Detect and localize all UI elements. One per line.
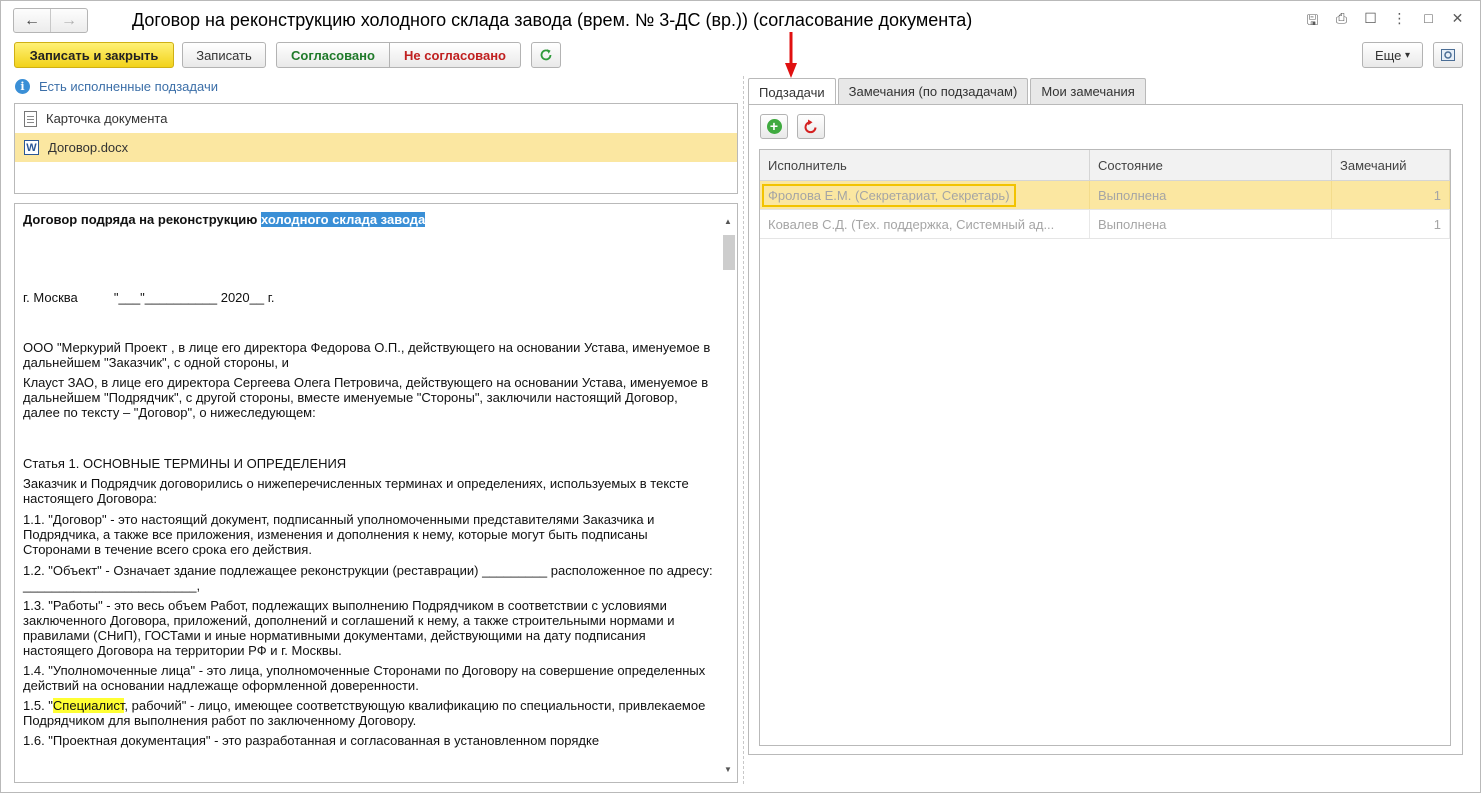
- refresh-subtasks-button[interactable]: [797, 114, 825, 139]
- remarks-cell[interactable]: 1: [1332, 210, 1450, 238]
- preview-icon[interactable]: ☐: [1364, 10, 1377, 26]
- tab-bar: [748, 78, 1146, 105]
- tab-my-remarks[interactable]: Мои замечания: [1030, 78, 1146, 104]
- save-and-close-button[interactable]: Записать и закрыть: [14, 42, 174, 68]
- approved-button[interactable]: Согласовано: [276, 42, 390, 68]
- word-document-icon: W: [24, 140, 39, 155]
- paragraph: 1.3. "Работы" - это весь объем Работ, подлежащих выполнению Подрядчиком в соответствии с условиями заключенного Договора, приложений, дополнений и соглашений к нему, а также строительными нормами и правилами (СНиП), ГОСТами и иные нормативными документами, действующими на дату подписания настоящего Договора на территории РФ и г. Москвы.: [23, 598, 675, 658]
- document-body: [23, 212, 717, 748]
- minimize-icon[interactable]: □: [1424, 10, 1433, 26]
- list-item[interactable]: [15, 104, 737, 133]
- paragraph: [23, 698, 717, 728]
- window-title: Договор на реконструкцию холодного склада завода (врем. № 3-ДС (вр.)) (согласование документа): [132, 10, 973, 30]
- document-preview[interactable]: [14, 203, 738, 783]
- refresh-icon: [539, 48, 553, 62]
- attachment-label: Договор.docx: [48, 140, 129, 155]
- arrow-right-icon[interactable]: →: [50, 9, 87, 32]
- save-icon[interactable]: 🖫: [1306, 12, 1319, 28]
- executor-cell[interactable]: Ковалев С.Д. (Тех. поддержка, Системный ад...: [760, 210, 1090, 238]
- list-item[interactable]: [15, 133, 737, 162]
- tab-remarks-by-subtasks[interactable]: Замечания (по подзадачам): [838, 78, 1029, 104]
- scroll-down-icon[interactable]: ▼: [724, 764, 732, 774]
- column-header-remarks[interactable]: Замечаний: [1332, 150, 1450, 180]
- add-circle-icon: +: [767, 119, 782, 134]
- subtasks-info: [15, 79, 218, 94]
- settings-button[interactable]: [1433, 42, 1463, 68]
- heading-text: Договор подряда на реконструкцию: [23, 212, 261, 227]
- highlighted-term: Специалист: [52, 698, 125, 713]
- executor-value: Фролова Е.М. (Секретариат, Секретарь): [762, 184, 1016, 207]
- completed-subtasks-link[interactable]: Есть исполненные подзадачи: [39, 79, 218, 94]
- paragraph: 1.6. "Проектная документация" - это разработанная и согласованная в установленном порядке: [23, 733, 600, 748]
- arrow-left-icon[interactable]: ←: [24, 11, 40, 29]
- red-arrow-icon: [785, 32, 797, 80]
- more-button[interactable]: [1362, 42, 1423, 68]
- article-heading: Статья 1. ОСНОВНЫЕ ТЕРМИНЫ И ОПРЕДЕЛЕНИЯ: [23, 456, 347, 471]
- paragraph-text: , рабочий" - лицо, имеющее соответствующую квалификацию по специальности, привлекаемое Подрядчиком для выполнения работ по заключенному Договору.: [23, 698, 706, 728]
- panel-splitter[interactable]: [743, 76, 744, 784]
- table-header: [760, 150, 1450, 181]
- paragraph: Заказчик и Подрядчик договорились о нижеперечисленных терминах и определениях, используемых в тексте настоящего Договора:: [23, 476, 689, 506]
- paragraph: 1.2. "Объект" - Означает здание подлежащее реконструкции (реставрации) _________ расположенное по адресу: ________________________,: [23, 563, 713, 593]
- heading-highlight: холодного склада завода: [260, 212, 426, 227]
- refresh-button[interactable]: [531, 42, 561, 68]
- table-row[interactable]: [760, 210, 1450, 239]
- scroll-up-icon[interactable]: ▲: [724, 216, 732, 226]
- vertical-scrollbar[interactable]: [720, 205, 736, 781]
- not-approved-button[interactable]: Не согласовано: [390, 42, 521, 68]
- city-date-line: г. Москва "___"__________ 2020__ г.: [23, 290, 275, 305]
- remarks-cell[interactable]: 1: [1332, 181, 1450, 209]
- info-icon: i: [15, 79, 30, 94]
- paragraph: Клауст ЗАО, в лице его директора Сергеева Олега Петровича, действующего на основании Устава, именуемое в дальнейшем "Подрядчик", с другой стороны, вместе именуемые "Стороны", заключили настоящий Договор, далее по тексту – "Договор", о нижеследующем:: [23, 375, 709, 420]
- paragraph-text: 1.5. ": [23, 698, 53, 713]
- refresh-icon: [803, 119, 819, 135]
- paragraph: ООО "Меркурий Проект , в лице его директора Федорова О.П., действующего на основании Устава, именуемое в дальнейшем "Заказчик", с одной стороны, и: [23, 340, 711, 370]
- nav-buttons: [13, 8, 88, 33]
- state-cell[interactable]: Выполнена: [1090, 210, 1332, 238]
- paragraph: 1.4. "Уполномоченные лица" - это лица, уполномоченные Сторонами по Договору на совершение определенных действий на основании надлежаще оформленной доверенности.: [23, 663, 706, 693]
- document-card-icon: [24, 111, 37, 127]
- attachment-label: Карточка документа: [46, 111, 168, 126]
- state-cell[interactable]: Выполнена: [1090, 181, 1332, 209]
- print-icon[interactable]: ⎙: [1335, 10, 1348, 26]
- add-subtask-button[interactable]: [760, 114, 788, 139]
- paragraph: 1.1. "Договор" - это настоящий документ, подписанный уполномоченными представителями Заказчика и Подрядчика, а также все приложения, изменения и дополнения к нему, которые могут быть подписаны Сторонами в течение всего срока его действия.: [23, 512, 655, 557]
- scroll-thumb[interactable]: [723, 235, 735, 270]
- close-icon[interactable]: ✕: [1451, 10, 1464, 26]
- document-heading: [23, 212, 717, 227]
- more-label: Еще: [1374, 47, 1402, 63]
- subtasks-table: [759, 149, 1451, 746]
- save-button[interactable]: Записать: [182, 42, 266, 68]
- table-row[interactable]: [760, 181, 1450, 210]
- column-header-state[interactable]: Состояние: [1090, 150, 1332, 180]
- executor-cell[interactable]: [760, 181, 1090, 209]
- title-bar-icons: [1298, 10, 1472, 34]
- dropdown-arrow-icon: ▾: [1405, 49, 1411, 61]
- more-vertical-icon[interactable]: ⋮: [1392, 10, 1407, 26]
- column-header-executor[interactable]: Исполнитель: [760, 150, 1090, 180]
- tab-subtasks[interactable]: Подзадачи: [748, 78, 836, 105]
- attachment-list: [14, 103, 738, 194]
- form-settings-icon: [1440, 47, 1456, 63]
